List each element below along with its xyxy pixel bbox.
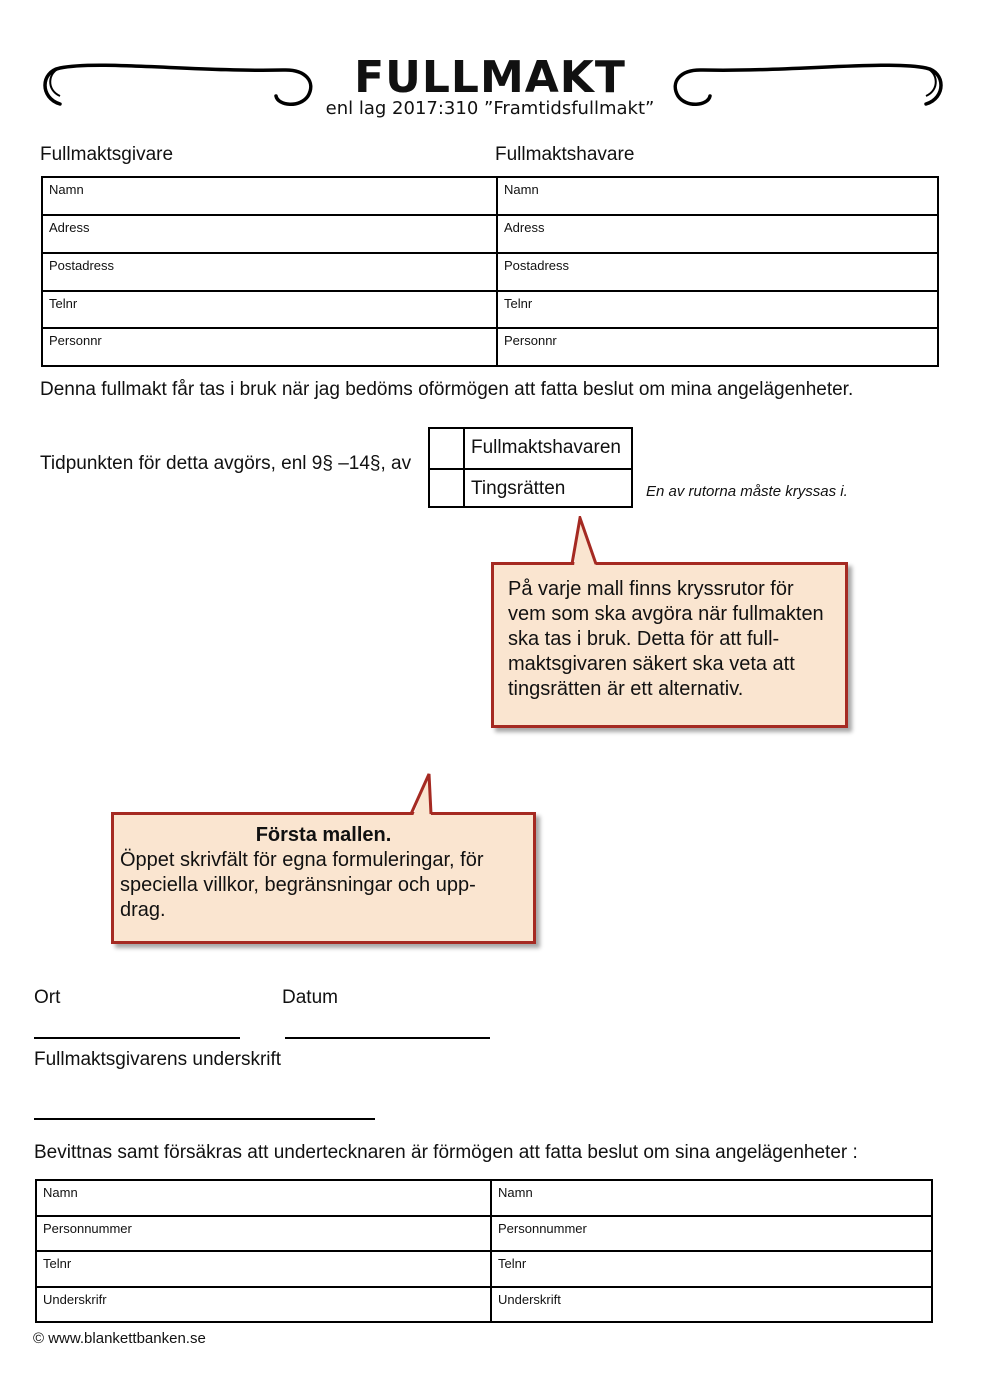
- document-subtitle: enl lag 2017:310 ”Framtidsfullmakt”: [325, 98, 655, 119]
- callout-title: Första mallen.: [255, 824, 392, 846]
- giver-phone-field[interactable]: [42, 291, 497, 328]
- field-label: Underskrift: [498, 1292, 561, 1307]
- callout-pointer: [568, 516, 608, 568]
- witness2-phone-field[interactable]: [491, 1251, 932, 1287]
- holder-address-field[interactable]: [497, 215, 938, 253]
- field-label: Postadress: [504, 258, 570, 273]
- witness1-personal-number-field[interactable]: [36, 1216, 491, 1251]
- holder-name-field[interactable]: [497, 177, 938, 215]
- signature-label: Fullmaktsgivarens underskrift: [34, 1049, 282, 1070]
- decision-question: Tidpunkten för detta avgörs, enl 9§ –14§, av: [40, 453, 412, 474]
- field-label: Telnr: [498, 1256, 527, 1271]
- first-template-callout: [111, 812, 536, 944]
- holder-phone-field[interactable]: [497, 291, 938, 328]
- witness2-signature-field[interactable]: [491, 1287, 932, 1322]
- field-label: Personnr: [504, 333, 557, 348]
- witness1-phone-field[interactable]: [36, 1251, 491, 1287]
- field-label: Telnr: [49, 296, 78, 311]
- callout-text-line: drag.: [120, 899, 166, 921]
- field-label: Namn: [498, 1185, 533, 1200]
- place-label: Ort: [34, 987, 61, 1008]
- date-input-line[interactable]: [285, 1037, 490, 1039]
- field-label: Namn: [49, 182, 84, 197]
- date-label: Datum: [282, 987, 338, 1008]
- giver-postal-address-field[interactable]: [42, 253, 497, 291]
- holder-section-label: Fullmaktshavare: [495, 144, 635, 165]
- callout-text-line: ska tas i bruk. Detta för att full-: [508, 628, 780, 650]
- witness1-name-field[interactable]: [36, 1180, 491, 1216]
- option-label: Tingsrätten: [471, 477, 566, 499]
- field-label: Postadress: [49, 258, 115, 273]
- field-label: Adress: [504, 220, 545, 235]
- document-title: FULLMAKT: [354, 52, 626, 103]
- checkbox-tip-callout: [491, 562, 848, 728]
- field-label: Adress: [49, 220, 90, 235]
- field-label: Namn: [504, 182, 539, 197]
- activation-statement: Denna fullmakt får tas i bruk när jag bedöms oförmögen att fatta beslut om mina angelägenheter.: [40, 379, 854, 400]
- callout-pointer: [405, 772, 445, 818]
- witness2-personal-number-field[interactable]: [491, 1216, 932, 1251]
- field-label: Telnr: [43, 1256, 72, 1271]
- witness-statement: Bevittnas samt försäkras att undertecknaren är förmögen att fatta beslut om sina angelägenheter :: [34, 1142, 858, 1163]
- callout-text-line: vem som ska avgöra när fullmakten: [508, 603, 824, 625]
- callout-text-line: På varje mall finns kryssrutor för: [508, 578, 794, 600]
- option-label: Fullmaktshavaren: [471, 437, 621, 458]
- witness-table: [35, 1179, 933, 1323]
- callout-text-line: tingsrätten är ett alternativ.: [508, 678, 744, 700]
- callout-text-line: speciella villkor, begränsningar och upp-: [120, 874, 476, 896]
- place-input-line[interactable]: [34, 1037, 240, 1039]
- giver-section-label: Fullmaktsgivare: [40, 144, 174, 165]
- checkbox-fullmaktshavaren[interactable]: [430, 429, 465, 468]
- giver-personal-number-field[interactable]: [42, 328, 497, 366]
- field-label: Personnummer: [43, 1221, 132, 1236]
- field-label: Personnr: [49, 333, 102, 348]
- decision-checkbox-group: [428, 427, 633, 508]
- holder-personal-number-field[interactable]: [497, 328, 938, 366]
- signature-input-line[interactable]: [34, 1118, 375, 1120]
- field-label: Underskrifr: [43, 1292, 107, 1307]
- parties-table: [41, 176, 939, 367]
- holder-postal-address-field[interactable]: [497, 253, 938, 291]
- giver-address-field[interactable]: [42, 215, 497, 253]
- footer-copyright: © www.blankettbanken.se: [33, 1330, 206, 1347]
- checkbox-requirement-note: En av rutorna måste kryssas i.: [646, 483, 848, 500]
- field-label: Namn: [43, 1185, 78, 1200]
- field-label: Personnummer: [498, 1221, 587, 1236]
- giver-name-field[interactable]: [42, 177, 497, 215]
- field-label: Telnr: [504, 296, 533, 311]
- checkbox-tingsratten[interactable]: [430, 470, 465, 507]
- callout-text-line: Öppet skrivfält för egna formuleringar, för: [120, 849, 484, 871]
- callout-text-line: maktsgivaren säkert ska veta att: [508, 653, 795, 675]
- witness2-name-field[interactable]: [491, 1180, 932, 1216]
- witness1-signature-field[interactable]: [36, 1287, 491, 1322]
